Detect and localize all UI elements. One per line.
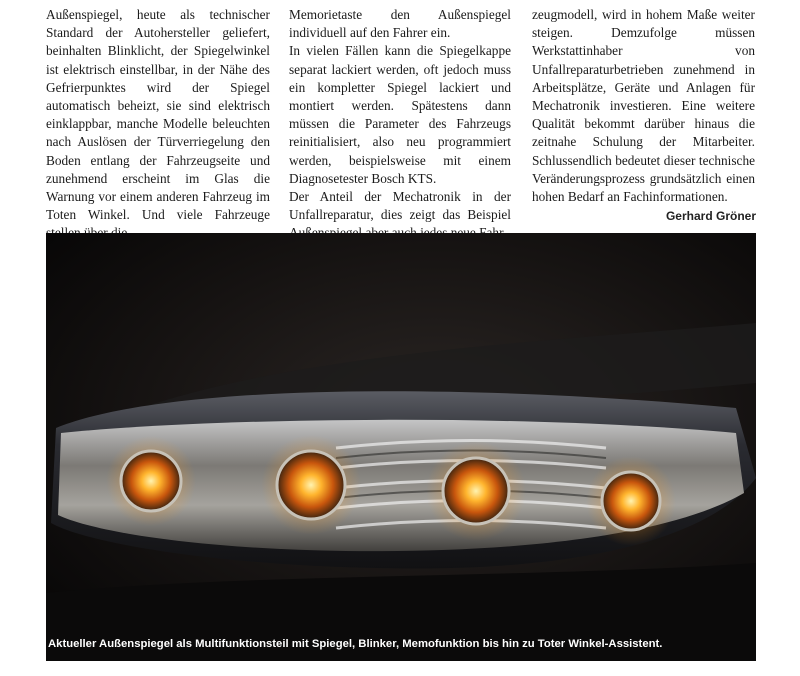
paragraph: In vielen Fällen kann die Spiegelkappe separat lackiert werden, oft jedoch muss ein kompletter Spiegel lackiert und montiert werden. Spätestens dann müssen die Parameter des Fahrzeugs reinitialisiert, also neu programmiert werden, beispielsweise mit einem Diagnosetester Bosch KTS.	[289, 43, 511, 186]
article-column-2	[289, 6, 511, 243]
paragraph: zeugmodell, wird in hohem Maße weiter steigen. Demzufolge müssen Werkstattinhaber von Unfallreparaturbetrieben zunehmend in Arbeitsplätze, Geräte und Anlagen für Mechatronik investieren. Eine weitere Qualität bekommt darüber hinaus die zeitnahe Schulung der Mitarbeiter. Schlussendlich bedeutet dieser technische Veränderungsprozess grundsätzlich einen hohen Bedarf an Fachinformationen.	[532, 7, 755, 205]
article-column-1	[46, 6, 270, 243]
author-name: Gerhard Gröner	[665, 209, 756, 223]
article-column-3	[532, 6, 755, 206]
figure-caption: Aktueller Außenspiegel als Multifunktionsteil mit Spiegel, Blinker, Memofunktion bis hin zu Toter Winkel-Assistent.	[48, 638, 663, 650]
mirror-photo	[46, 233, 756, 661]
mirror-illustration	[46, 233, 756, 661]
paragraph: Außenspiegel, heute als technischer Standard der Autohersteller geliefert, beinhalten Blinklicht, der Spiegelwinkel ist elektrisch einstellbar, in der Nähe des Gefrierpunktes wird der Spiegel automatisch beheizt, sie sind elektrisch einklappbar, manche Modelle beleuchten nach Auslösen der Türverriegelung den Boden entlang der Fahrzeugseite und zunehmend erscheint im Glas die Warnung vor einem anderen Fahrzeug im Toten Winkel. Und viele Fahrzeuge	[46, 7, 270, 223]
paragraph: Der Anteil der Mechatronik in der Unfallreparatur, dies zeigt das Beispiel	[289, 189, 511, 223]
paragraph: Memorietaste den Außenspiegel individuell auf den Fahrer ein.	[289, 7, 511, 41]
